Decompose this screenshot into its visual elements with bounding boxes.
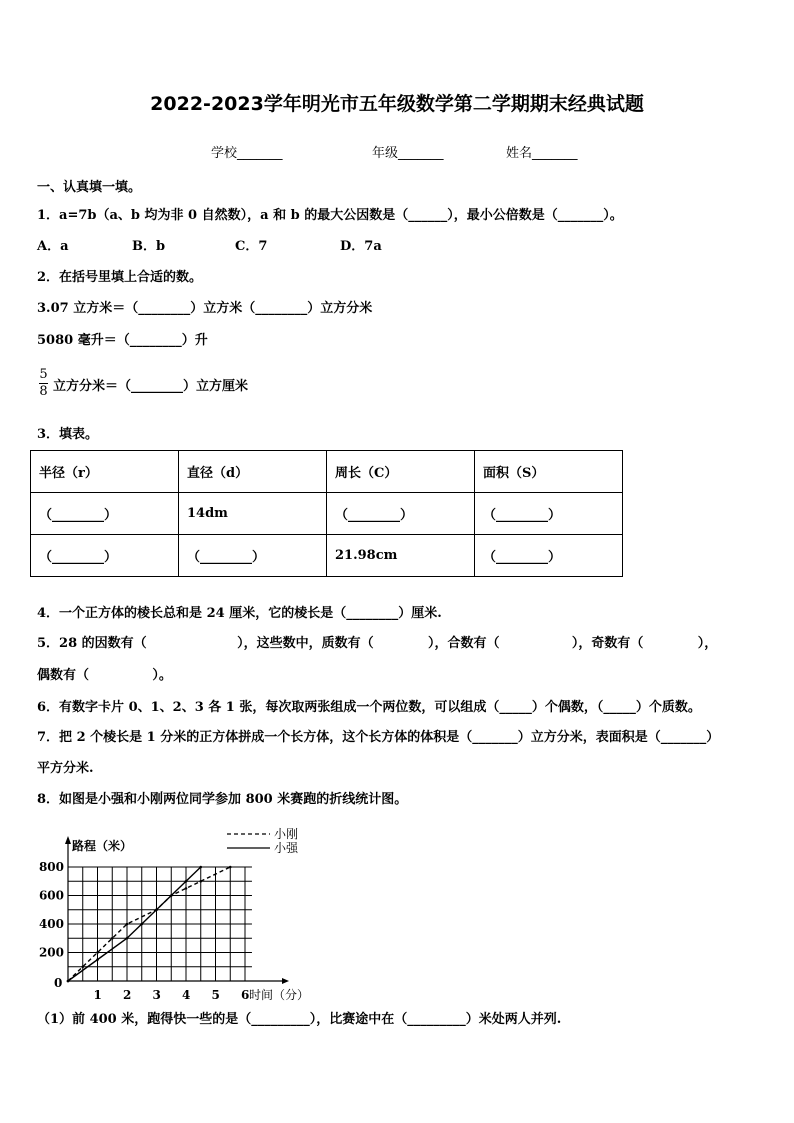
question-6: 6．有数字卡片 0、1、2、3 各 1 张，每次取两张组成一个两位数，可以组成（_____）个偶数，（_____）个质数。 [37,700,701,715]
data-point [96,958,99,961]
question-7-line-2: 平方分米. [37,761,94,776]
data-point [140,923,143,926]
data-point [155,908,158,911]
table-cell: （________） [475,493,623,535]
option-a: A．a [37,239,69,254]
data-point [199,866,202,869]
question-4: 4．一个正方体的棱长总和是 24 厘米，它的棱长是（________）厘米. [37,606,442,621]
legend-label: 小刚 [274,827,299,841]
question-2-line-2: 5080 毫升＝（________）升 [37,333,208,348]
option-c: C．7 [235,239,268,254]
y-tick-label: 600 [38,888,64,903]
question-5-line-2: 偶数有（ ）。 [37,668,172,683]
fraction-denominator: 8 [39,384,48,399]
circle-table [30,450,623,577]
data-point [126,937,129,940]
header-cell: 直径（d） [179,451,327,493]
table-cell: 14dm [179,493,327,535]
question-8: 8．如图是小强和小刚两位同学参加 800 米赛跑的折线统计图。 [37,792,408,807]
y-tick-label: 400 [38,917,64,931]
x-tick-label: 4 [182,988,191,1002]
question-8-sub-1: （1）前 400 米，跑得快一些的是（_________），比赛途中在（_________）米处两人并列. [37,1012,562,1027]
table-cell: （________） [475,535,623,577]
table-cell: （________） [327,493,475,535]
table-row [31,493,623,535]
question-5-line-1: 5．28 的因数有（ ），这些数中，质数有（ ），合数有（ ），奇数有（ ）， [37,636,718,651]
header-cell: 周长（C） [327,451,475,493]
data-point [185,880,188,883]
x-axis-arrow [282,978,289,984]
option-b: B．b [132,239,166,254]
data-point [199,880,202,883]
option-d: D．7a [340,239,382,254]
table-cell: （________） [179,535,327,577]
question-2: 2．在括号里填上合适的数。 [37,270,203,285]
data-point [81,965,84,968]
x-tick-label: 3 [152,988,161,1002]
table-header-row [31,451,623,493]
y-tick-label: 800 [38,860,64,874]
fraction-numerator: 5 [39,367,48,382]
table-cell: （________） [31,535,179,577]
x-axis-label: 时间（分） [249,988,310,1002]
question-2-line-3: 立方分米＝（________）立方厘米 [53,379,249,394]
y-tick-label: 200 [38,945,64,960]
name-field: 姓名_______ [506,146,578,161]
header-cell: 半径（r） [31,451,179,493]
x-tick-label: 2 [123,988,132,1002]
y-axis-label: 路程（米） [72,839,133,853]
data-point [185,887,188,890]
school-field: 学校_______ [211,146,283,161]
line-chart [30,820,320,1005]
x-tick-label: 5 [211,988,220,1002]
page-title: 2022-2023学年明光市五年级数学第二学期期末经典试题 [150,93,644,115]
data-point [111,937,114,940]
question-1: 1．a=7b（a、b 均为非 0 自然数），a 和 b 的最大公因数是（______），最小公倍数是（_______）。 [37,208,623,223]
question-7-line-1: 7．把 2 个棱长是 1 分米的正方体拼成一个长方体，这个长方体的体积是（_______）立方分米，表面积是（_______） [37,730,720,745]
header-cell: 面积（S） [475,451,623,493]
data-point [126,923,129,926]
y-axis-arrow [65,836,71,844]
grade-field: 年级_______ [372,146,444,161]
table-cell: （________） [31,493,179,535]
section-heading: 一、认真填一填。 [37,180,142,195]
data-point [67,980,70,983]
table-row [31,535,623,577]
question-3: 3．填表。 [37,427,99,442]
x-tick-label: 6 [241,988,250,1002]
data-point [229,866,232,869]
data-point [96,951,99,954]
origin-label: 0 [54,976,63,990]
fraction [39,368,48,399]
x-tick-label: 1 [93,988,102,1002]
legend-label: 小强 [274,841,299,855]
question-2-line-1: 3.07 立方米＝（________）立方米（________）立方分米 [37,301,373,316]
table-cell: 21.98cm [327,535,475,577]
